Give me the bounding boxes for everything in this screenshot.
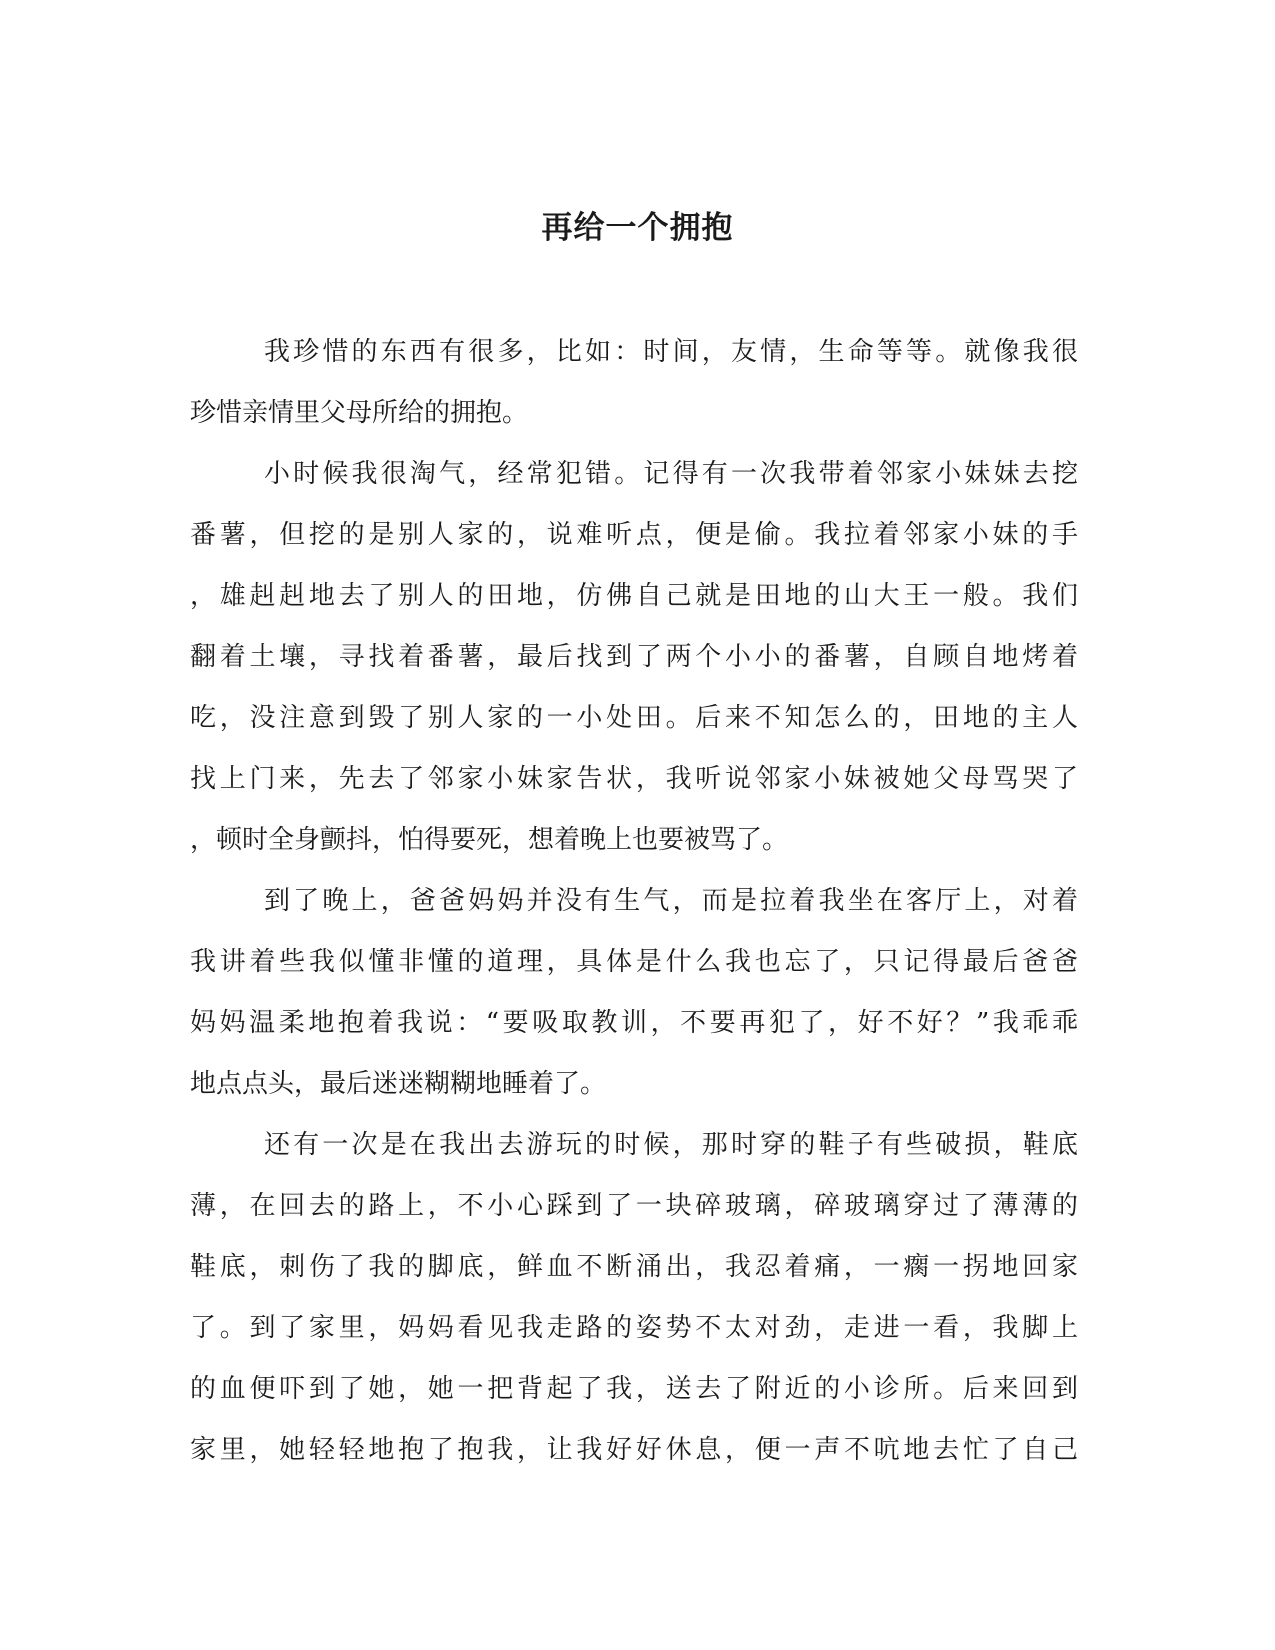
text-line: 还有一次是在我出去游玩的时候，那时穿的鞋子有些破损，鞋底: [264, 1130, 1078, 1160]
text-line: 珍惜亲情里父母所给的拥抱。: [190, 398, 529, 428]
text-line: 小时候我很淘气，经常犯错。记得有一次我带着邻家小妹妹去挖: [264, 459, 1078, 489]
text-line: 我讲着些我似懂非懂的道理，具体是什么我也忘了，只记得最后爸爸: [190, 947, 1078, 977]
text-line: 家里，她轻轻地抱了抱我，让我好好休息，便一声不吭地去忙了自己: [190, 1435, 1078, 1465]
text-line: 地点点头，最后迷迷糊糊地睡着了。: [190, 1069, 607, 1099]
text-line: 番薯，但挖的是别人家的，说难听点，便是偷。我拉着邻家小妹的手: [190, 520, 1078, 550]
text-line: 吃，没注意到毁了别人家的一小处田。后来不知怎么的，田地的主人: [190, 703, 1078, 733]
document-title: 再给一个拥抱: [541, 210, 734, 246]
text-line: 到了晚上，爸爸妈妈并没有生气，而是拉着我坐在客厅上，对着: [264, 886, 1078, 916]
text-line: 我珍惜的东西有很多，比如：时间，友情，生命等等。就像我很: [264, 337, 1078, 367]
text-line: 找上门来，先去了邻家小妹家告状，我听说邻家小妹被她父母骂哭了: [190, 764, 1078, 794]
text-line: 的血便吓到了她，她一把背起了我，送去了附近的小诊所。后来回到: [190, 1374, 1078, 1404]
text-line: 了。到了家里，妈妈看见我走路的姿势不太对劲，走进一看，我脚上: [190, 1313, 1078, 1343]
document-body: [190, 332, 1078, 1491]
text-line: 薄，在回去的路上，不小心踩到了一块碎玻璃，碎玻璃穿过了薄薄的: [190, 1191, 1078, 1221]
text-line: 妈妈温柔地抱着我说：“要吸取教训，不要再犯了，好不好？”我乖乖: [190, 1008, 1078, 1038]
text-line: 鞋底，刺伤了我的脚底，鲜血不断涌出，我忍着痛，一瘸一拐地回家: [190, 1252, 1078, 1282]
text-line: 翻着土壤，寻找着番薯，最后找到了两个小小的番薯，自顾自地烤着: [190, 642, 1078, 672]
text-line: ，顿时全身颤抖，怕得要死，想着晚上也要被骂了。: [190, 825, 789, 855]
text-line: ，雄赳赳地去了别人的田地，仿佛自己就是田地的山大王一般。我们: [190, 581, 1078, 611]
